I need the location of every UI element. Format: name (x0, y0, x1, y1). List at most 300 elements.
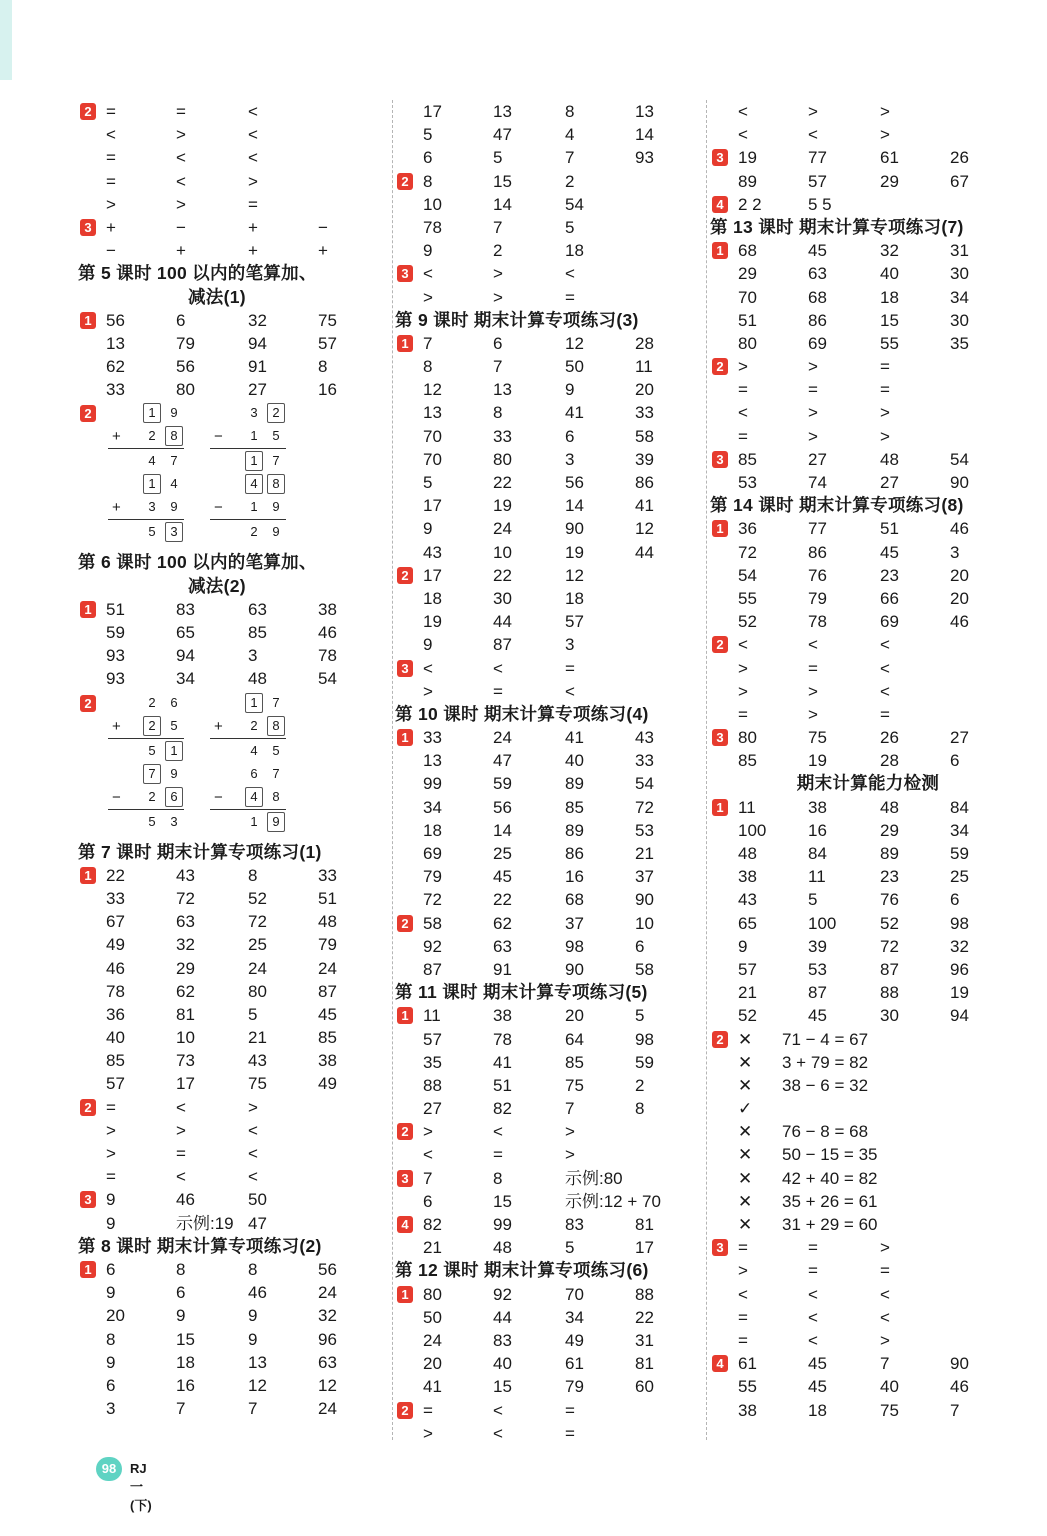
answer-cell: < (738, 635, 748, 655)
answer-cell: 65 (738, 913, 757, 933)
answer-cell: 75 (318, 310, 337, 330)
answer-row (78, 100, 390, 123)
answer-cell: > (808, 102, 818, 121)
answer-cell: 80 (493, 449, 512, 469)
answer-cell: 86 (635, 473, 654, 492)
answer-cell: 6 (493, 333, 503, 353)
answer-cell: 38 − 6 = 32 (782, 1075, 869, 1095)
answer-box-digit: 8 (267, 716, 285, 736)
answer-row (710, 981, 1026, 1004)
answer-row (395, 749, 707, 772)
answer-cell: 7 (565, 1099, 575, 1119)
answer-cell: 50 (248, 1190, 267, 1210)
answer-cell: 69 (808, 333, 827, 353)
answer-cell: 10 (635, 913, 654, 933)
answer-cell: 13 (635, 102, 654, 121)
answer-cell: > (880, 1238, 890, 1258)
answer-row (395, 1283, 707, 1306)
digit: 2 (250, 717, 258, 733)
answer-cell: 52 (880, 913, 899, 933)
question-number-badge: 1 (712, 799, 728, 816)
answer-cell: < (493, 1400, 503, 1420)
answer-cell: 91 (493, 959, 512, 979)
answer-cell: 63 (248, 599, 267, 619)
answer-cell: 83 (493, 1330, 512, 1350)
calculation-line (208, 762, 288, 785)
answer-cell: 33 (318, 865, 337, 885)
answer-row (78, 1281, 390, 1304)
answer-cell: 30 (950, 264, 969, 284)
answer-row (395, 1097, 707, 1120)
answer-row (710, 912, 1026, 935)
answer-cell: 18 (565, 241, 584, 261)
answer-row (395, 633, 707, 656)
answer-cell: 9 (423, 241, 433, 261)
answer-cell: 59 (106, 623, 125, 642)
answer-cell: 87 (493, 635, 512, 655)
answer-cell: 68 (808, 287, 827, 307)
answer-cell: 77 (808, 148, 827, 168)
answer-cell: 15 (493, 1377, 512, 1397)
answer-row (710, 1028, 1026, 1051)
calculation-line (208, 785, 288, 808)
answer-cell: 57 (565, 612, 584, 632)
answer-cell: > (423, 287, 433, 307)
answer-row (395, 726, 707, 749)
answer-cell: 72 (635, 797, 654, 817)
answer-cell: 46 (950, 1377, 969, 1397)
answer-cell: 80 (248, 981, 267, 1001)
answer-row (395, 1143, 707, 1166)
answer-cell: 30 (880, 1006, 899, 1026)
calculation-line (106, 472, 186, 495)
answer-cell: 44 (635, 542, 654, 562)
question-number-badge: 1 (80, 867, 96, 884)
answer-cell: < (248, 1120, 258, 1140)
answer-row (395, 1329, 707, 1352)
answer-cell: ✕ (738, 1122, 753, 1142)
answer-box-digit: 1 (143, 474, 161, 494)
answer-cell: 5 (565, 1238, 575, 1258)
answer-cell: 82 (493, 1099, 512, 1119)
answer-cell: 52 (738, 612, 757, 632)
answer-cell: 89 (738, 171, 757, 191)
answer-cell: 70 (423, 449, 442, 469)
answer-cell: < (738, 403, 748, 423)
section-heading: 第 5 课时 100 以内的笔算加、 (78, 263, 317, 284)
answer-cell: 38 (738, 867, 757, 887)
answer-row (710, 842, 1026, 865)
answer-cell: = (106, 1097, 116, 1117)
answer-cell: 36 (738, 519, 757, 539)
digit: 1 (250, 428, 258, 444)
answer-cell: 14 (493, 194, 512, 214)
answer-cell: 19 (738, 148, 757, 168)
answer-cell: 79 (423, 867, 442, 887)
question-number-badge: 1 (397, 1007, 413, 1024)
question-number-badge: 3 (397, 265, 413, 282)
answer-row (710, 865, 1026, 888)
answer-row (78, 1165, 390, 1188)
answer-cell: 6 (950, 751, 960, 771)
column-divider (706, 100, 707, 1440)
calculation-line (106, 691, 186, 714)
answer-box-digit: 4 (245, 787, 263, 807)
answer-box-digit: 1 (245, 693, 263, 713)
answer-cell: 9 (106, 1190, 116, 1210)
answer-cell: 47 (248, 1213, 267, 1233)
answer-cell: 55 (880, 333, 899, 353)
answer-cell: 11 (738, 797, 756, 817)
answer-cell: 90 (950, 473, 969, 492)
answer-cell: 8 (248, 865, 258, 885)
answer-cell: < (880, 1284, 890, 1304)
answer-cell: 5 (423, 473, 433, 492)
calculation-line (208, 810, 288, 833)
section-heading: 第 10 课时 期末计算专项练习(4) (395, 703, 649, 724)
answer-cell: > (565, 1145, 575, 1165)
answer-cell: 48 (318, 912, 337, 932)
answer-row (395, 912, 707, 935)
answer-cell: > (808, 681, 818, 701)
answer-cell: 22 (635, 1307, 654, 1327)
answer-row (710, 819, 1026, 842)
answer-cell: 80 (738, 728, 757, 748)
answer-cell: 79 (808, 588, 827, 608)
answer-cell: 56 (318, 1259, 337, 1279)
calculation-line (106, 739, 186, 762)
answer-cell: 35 + 26 = 61 (782, 1191, 878, 1211)
answer-cell: = (176, 1144, 186, 1163)
answer-row (710, 170, 1026, 193)
answer-cell: 45 (808, 241, 827, 261)
answer-cell: 98 (950, 913, 969, 933)
answer-cell: 78 (423, 217, 442, 237)
answer-cell: 54 (318, 669, 337, 689)
answer-cell: 53 (738, 473, 757, 492)
answer-cell: 32 (880, 241, 899, 261)
answer-box-digit: 6 (165, 787, 183, 807)
answer-cell: 35 (950, 333, 969, 353)
answer-cell: 88 (880, 983, 899, 1003)
answer-cell: 48 (880, 449, 899, 469)
answer-cell: 90 (565, 519, 584, 539)
answer-cell: 3 (950, 542, 960, 562)
answer-cell: 35 (423, 1052, 442, 1072)
answer-cell: 38 (318, 599, 337, 619)
answer-row (78, 598, 390, 621)
answer-cell: 9 (106, 1352, 116, 1372)
answer-cell: − (318, 217, 328, 237)
digit: 5 (148, 742, 156, 758)
answer-row (710, 541, 1026, 564)
vertical-calculation (208, 691, 288, 833)
answer-cell: 38 (808, 797, 827, 817)
answer-cell: 33 (493, 426, 512, 446)
answer-cell: 40 (880, 1377, 899, 1397)
vertical-calculation (106, 401, 186, 543)
answer-cell: 34 (950, 820, 969, 840)
answer-cell: 45 (880, 542, 899, 562)
answer-cell: 12 (635, 519, 654, 539)
answer-row (710, 1283, 1026, 1306)
answer-cell: = (808, 1261, 818, 1281)
answer-cell: < (176, 148, 186, 168)
answer-cell: 47 (493, 751, 512, 771)
answer-cell: 37 (635, 867, 654, 887)
answer-row (395, 1236, 707, 1259)
answer-cell: = (738, 380, 748, 400)
answer-cell: 44 (493, 612, 512, 632)
answer-cell: 49 (106, 935, 125, 955)
answer-cell: > (565, 1122, 575, 1142)
answer-cell: 17 (423, 496, 442, 516)
answer-cell: 36 (106, 1004, 125, 1024)
answer-cell: ✓ (738, 1099, 753, 1119)
answer-cell: 62 (106, 357, 125, 377)
answer-cell: 19 (808, 751, 827, 771)
section-heading: 减法(2) (188, 575, 246, 596)
answer-cell: 87 (318, 981, 337, 1001)
answer-cell: 61 (738, 1354, 757, 1374)
answer-cell: 67 (106, 912, 125, 932)
answer-cell: 33 (106, 380, 125, 400)
calculation-line (106, 520, 186, 543)
answer-row (710, 680, 1026, 703)
answer-cell: = (423, 1400, 433, 1420)
column-divider (392, 100, 393, 1440)
answer-cell: 54 (738, 565, 757, 585)
answer-row (710, 1306, 1026, 1329)
answer-row (395, 100, 707, 123)
answer-row (395, 286, 707, 309)
section-heading: 第 9 课时 期末计算专项练习(3) (395, 309, 639, 330)
answer-cell: 28 (880, 751, 899, 771)
answer-row (395, 587, 707, 610)
answer-cell: 18 (565, 588, 584, 608)
answer-cell: = (738, 426, 748, 446)
answer-cell: 59 (635, 1052, 654, 1072)
page-number: 98 (96, 1457, 122, 1481)
answer-row (710, 239, 1026, 262)
answer-cell: 2 (493, 241, 503, 261)
answer-cell: 82 (423, 1215, 442, 1234)
answer-cell: > (248, 1097, 258, 1117)
operator-sign: − (214, 428, 223, 446)
answer-cell: 96 (950, 959, 969, 979)
answer-cell: = (565, 287, 575, 307)
answer-cell: 40 (493, 1354, 512, 1374)
answer-cell: 27 (423, 1099, 442, 1119)
answer-cell: 7 (176, 1399, 186, 1419)
answer-cell: 74 (808, 473, 827, 492)
answer-cell: 55 (738, 588, 757, 608)
answer-cell: < (565, 681, 575, 701)
answer-cell: 30 (950, 310, 969, 330)
answer-cell: 27 (880, 473, 899, 492)
answer-cell: 29 (880, 820, 899, 840)
answer-cell: 86 (565, 844, 584, 863)
question-number-badge: 3 (712, 1239, 728, 1256)
answer-cell: 12 (565, 565, 584, 585)
answer-cell: 43 (176, 865, 195, 885)
answer-cell: 85 (738, 449, 757, 469)
answer-cell: 5 (248, 1004, 258, 1024)
answer-cell: 3 (106, 1399, 116, 1419)
answer-row (78, 1397, 390, 1420)
answer-row (78, 1096, 390, 1119)
answer-cell: 31 + 29 = 60 (782, 1215, 878, 1234)
digit: 9 (170, 765, 178, 781)
answer-row (395, 355, 707, 378)
answer-row (710, 471, 1026, 494)
answer-row (710, 1213, 1026, 1236)
answer-cell: < (248, 1167, 258, 1187)
answer-row (395, 262, 707, 285)
answer-row (395, 865, 707, 888)
answer-cell: 85 (318, 1028, 337, 1048)
operator-sign: + (112, 499, 121, 517)
answer-cell: 7 (880, 1354, 890, 1374)
answer-cell: 49 (318, 1074, 337, 1094)
answer-cell: 57 (423, 1029, 442, 1049)
corner-tint (0, 0, 12, 80)
answer-cell: 6 (176, 1283, 186, 1303)
answer-cell: 34 (423, 797, 442, 817)
answer-row (395, 1352, 707, 1375)
answer-cell: 18 (808, 1400, 827, 1420)
answer-cell: 26 (950, 148, 969, 168)
answer-cell: 8 (176, 1259, 186, 1279)
digit: 5 (170, 717, 178, 733)
answer-cell: 70 (565, 1284, 584, 1304)
answer-row (395, 564, 707, 587)
answer-cell: 3 (565, 635, 575, 655)
answer-cell: 6 (106, 1375, 116, 1395)
answer-row (395, 193, 707, 216)
answer-cell: > (880, 1330, 890, 1350)
answer-cell: 45 (493, 867, 512, 887)
digit: 7 (272, 453, 280, 469)
answer-cell: 27 (950, 728, 969, 748)
answer-cell: 25 (950, 867, 969, 887)
section-heading: 第 6 课时 100 以内的笔算加、 (78, 552, 317, 573)
answer-cell: 31 (635, 1330, 654, 1350)
answer-cell: < (493, 658, 503, 678)
answer-cell: 59 (493, 774, 512, 794)
question-number-badge: 4 (397, 1216, 413, 1233)
answer-row (710, 146, 1026, 169)
answer-cell: 58 (635, 426, 654, 446)
answer-cell: 43 (635, 728, 654, 748)
answer-cell: 72 (880, 936, 899, 956)
answer-row (78, 355, 390, 378)
answer-cell: 5 (635, 1006, 645, 1026)
answer-cell: 16 (808, 820, 827, 840)
question-number-badge: 2 (712, 1031, 728, 1048)
answer-box-digit: 1 (165, 741, 183, 761)
answer-box-digit: 4 (245, 474, 263, 494)
answer-cell: 33 (635, 403, 654, 423)
section-heading: 第 13 课时 期末计算专项练习(7) (710, 216, 964, 237)
answer-cell: 87 (880, 959, 899, 979)
answer-cell: 7 (493, 357, 503, 377)
answer-cell: 75 (565, 1075, 584, 1095)
answer-cell: 78 (808, 612, 827, 632)
answer-cell: < (423, 658, 433, 678)
answer-row (710, 378, 1026, 401)
answer-cell: 78 (318, 646, 337, 666)
answer-cell: 59 (950, 844, 969, 863)
answer-cell: 56 (493, 797, 512, 817)
answer-row (78, 216, 390, 239)
question-number-badge: 2 (712, 636, 728, 653)
digit: 7 (272, 765, 280, 781)
answer-cell: 25 (248, 935, 267, 955)
answer-row (710, 1004, 1026, 1027)
answer-row (78, 957, 390, 980)
answer-row (395, 239, 707, 262)
answer-cell: < (808, 1307, 818, 1327)
digit: 2 (148, 788, 156, 804)
question-number-badge: 3 (80, 1191, 96, 1208)
answer-cell: 62 (493, 913, 512, 933)
answer-cell: 19 (565, 542, 584, 562)
answer-cell: 20 (423, 1354, 442, 1374)
calculation-line (106, 785, 186, 808)
answer-row (395, 1120, 707, 1143)
answer-cell: 69 (880, 612, 899, 632)
answer-cell: 50 − 15 = 35 (782, 1145, 878, 1165)
answer-cell: 79 (565, 1377, 584, 1397)
answer-row (395, 401, 707, 424)
answer-cell: = (106, 171, 116, 191)
answer-row (78, 1026, 390, 1049)
answer-cell: = (248, 194, 258, 214)
answer-row (78, 146, 390, 169)
answer-cell: 40 (106, 1028, 125, 1048)
answer-row (710, 703, 1026, 726)
answer-row (395, 1306, 707, 1329)
answer-cell: 29 (176, 958, 195, 978)
answer-cell: 72 (248, 912, 267, 932)
answer-cell: 32 (176, 935, 195, 955)
answer-row (710, 332, 1026, 355)
answer-row (78, 887, 390, 910)
answer-cell: 21 (248, 1028, 267, 1048)
answer-cell: 40 (880, 264, 899, 284)
answer-cell: 43 (738, 890, 757, 910)
section-heading: 第 12 课时 期末计算专项练习(6) (395, 1260, 649, 1281)
answer-cell: 93 (106, 669, 125, 689)
answer-cell: 21 (423, 1238, 442, 1258)
answer-cell: < (176, 171, 186, 191)
answer-cell: 5 5 (808, 194, 832, 214)
answer-cell: = (738, 1238, 748, 1258)
answer-row (78, 1072, 390, 1095)
answer-cell: = (808, 1238, 818, 1258)
answer-cell: > (106, 194, 116, 214)
answer-cell: 8 (106, 1329, 116, 1349)
answer-cell: 5 (423, 125, 433, 145)
answer-cell: 28 (635, 333, 654, 353)
answer-cell: 89 (565, 774, 584, 794)
answer-cell: + (106, 217, 116, 237)
answer-cell: 24 (318, 1283, 337, 1303)
digit: 7 (170, 453, 178, 469)
answer-cell: 38 (738, 1400, 757, 1420)
calculation-line (106, 495, 186, 518)
